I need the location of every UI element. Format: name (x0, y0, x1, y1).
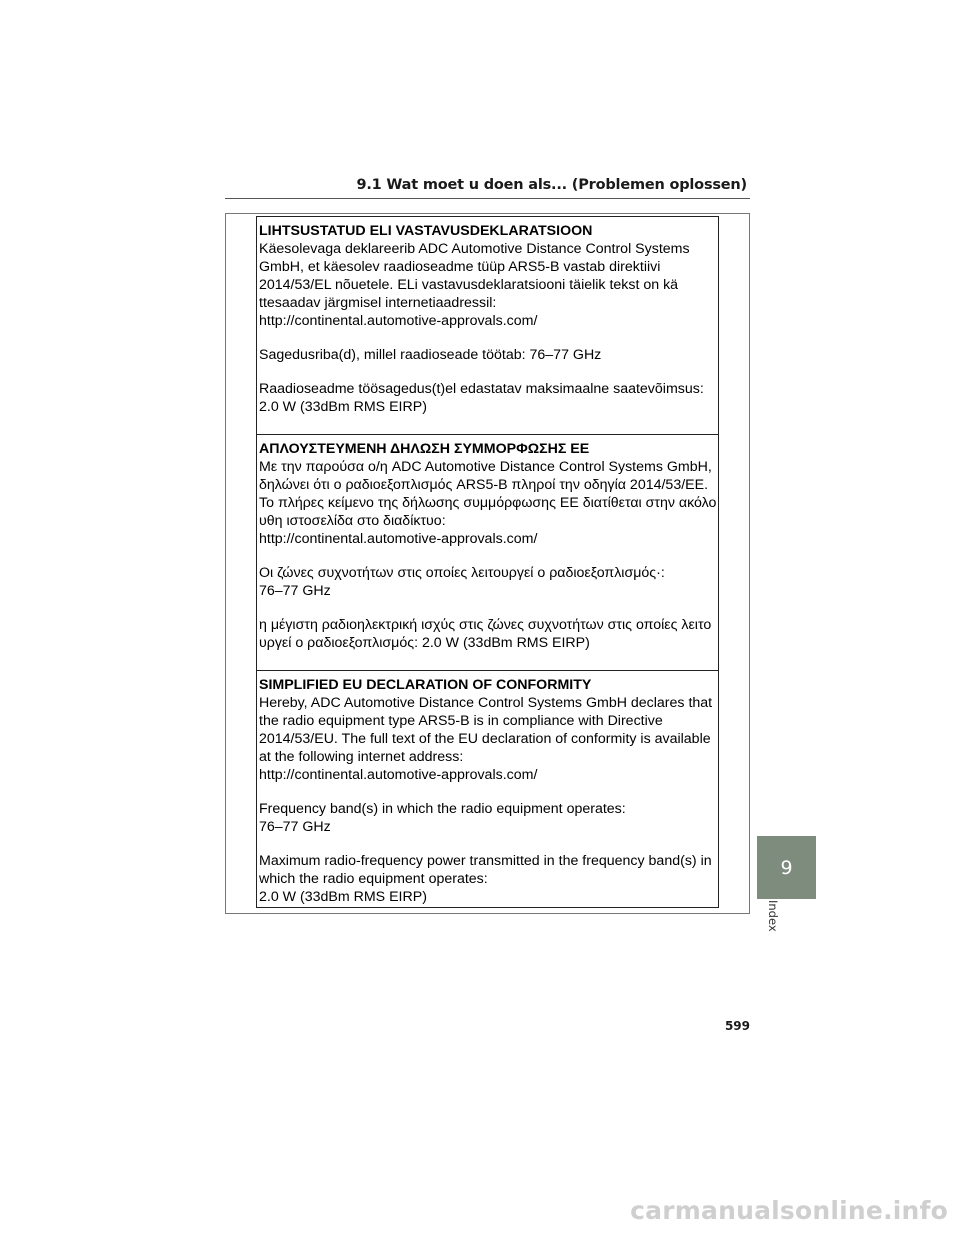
declaration-line: Το πλήρες κείμενο της δήλωσης συμμόρφωσης ΕΕ διατίθεται στην ακόλο (259, 495, 717, 511)
chapter-tab[interactable] (757, 836, 816, 899)
declaration-line: Käesolevaga deklareerib ADC Automotive Distance Control Systems (259, 241, 690, 257)
declaration-url: http://continental.automotive-approvals.com/ (259, 531, 538, 547)
section-header-title: 9.1 Wat moet u doen als... (Problemen oplossen) (356, 177, 747, 193)
declaration-frequency: Frequency band(s) in which the radio equipment operates: (259, 801, 626, 817)
declaration-frequency: 76–77 GHz (259, 819, 331, 835)
declaration-line: 2014/53/EL nõuetele. ELi vastavusdeklaratsiooni täielik tekst on kä (259, 277, 679, 293)
declaration-line: δηλώνει ότι ο ραδιοεξοπλισμός ARS5-B πληροί την οδηγία 2014/53/ΕΕ. (259, 477, 709, 493)
declaration-frequency: Sagedusriba(d), millel raadioseade töötab: 76–77 GHz (259, 347, 602, 363)
declaration-frequency: Οι ζώνες συχνοτήτων στις οποίες λειτουργεί ο ραδιοεξοπλισμός·: (259, 565, 665, 581)
declaration-line: 2014/53/EU. The full text of the EU declaration of conformity is available (259, 731, 711, 747)
declaration-power: 2.0 W (33dBm RMS EIRP) (259, 889, 427, 905)
declaration-heading: ΑΠΛΟΥΣΤΕΥΜΕΝΗ ΔΗΛΩΣΗ ΣΥΜΜΟΡΦΩΣΗΣ ΕΕ (259, 441, 590, 457)
declaration-heading: SIMPLIFIED EU DECLARATION OF CONFORMITY (259, 677, 592, 693)
declaration-line: Με την παρούσα ο/η ADC Automotive Distance Control Systems GmbH, (259, 459, 712, 475)
declaration-frequency: 76–77 GHz (259, 583, 331, 599)
declaration-box-english (256, 670, 719, 908)
declaration-power: which the radio equipment operates: (259, 871, 488, 887)
declaration-line: Hereby, ADC Automotive Distance Control Systems GmbH declares that (259, 695, 713, 711)
declaration-url: http://continental.automotive-approvals.com/ (259, 313, 538, 329)
page-number: 599 (724, 1019, 750, 1033)
declaration-url: http://continental.automotive-approvals.com/ (259, 767, 538, 783)
chapter-number: 9 (780, 856, 793, 879)
declaration-line: GmbH, et käesolev raadioseadme tüüp ARS5-B vastab direktiivi (259, 259, 661, 275)
declaration-power: 2.0 W (33dBm RMS EIRP) (259, 399, 427, 415)
header-divider (225, 198, 750, 199)
declaration-heading: LIHTSUSTATUD ELI VASTAVUSDEKLARATSIOON (259, 223, 593, 239)
declaration-power: Raadioseadme töösagedus(t)el edastatav maksimaalne saatevõimsus: (259, 381, 704, 397)
declaration-line: the radio equipment type ARS5-B is in compliance with Directive (259, 713, 663, 729)
declaration-box-greek (256, 434, 719, 671)
watermark: carmanualsonline.info (630, 1196, 948, 1225)
declaration-power: Maximum radio-frequency power transmitted in the frequency band(s) in (259, 853, 712, 869)
declaration-line: ttesaadav järgmisel internetiaadressil: (259, 295, 497, 311)
declaration-line: υθη ιστοσελίδα στο διαδίκτυο: (259, 513, 446, 529)
chapter-tab-label: Index (766, 900, 780, 932)
declaration-power: η μέγιστη ραδιοηλεκτρική ισχύς στις ζώνες συχνοτήτων στις οποίες λειτο (259, 617, 712, 633)
declaration-box-estonian (256, 216, 719, 435)
declaration-line: at the following internet address: (259, 749, 464, 765)
declaration-power: υργεί ο ραδιοεξοπλισμός: 2.0 W (33dBm RMS EIRP) (259, 635, 590, 651)
